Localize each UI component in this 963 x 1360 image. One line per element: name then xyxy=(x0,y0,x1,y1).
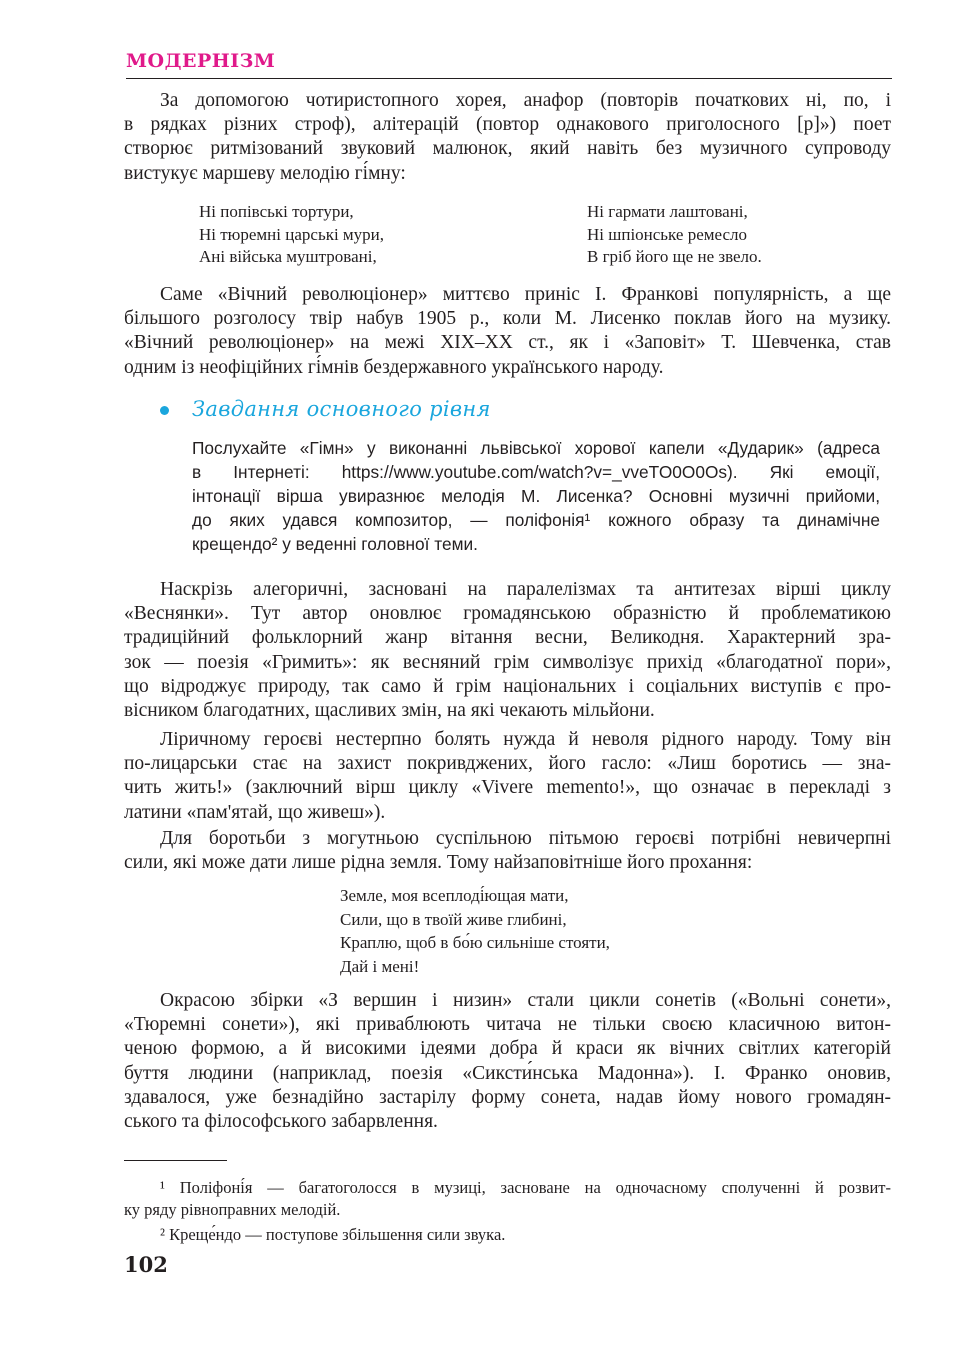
paragraph-3 xyxy=(124,578,891,723)
paragraph-line: Для боротьби з могутньою суспільною пітьмою героєві потрібні невичерпні xyxy=(160,828,891,849)
paragraph-line: ченою формою, а й високими ідеями добра й краси як вічних світлих категорій xyxy=(124,1038,891,1060)
paragraph-line: Наскрізь алегоричні, засновані на паралелізмах та антитезах вірші циклу xyxy=(160,579,891,600)
poem-line: Дай і мені! xyxy=(340,956,420,976)
section-title: МОДЕРНІЗМ xyxy=(126,50,276,72)
page-number: 102 xyxy=(124,1252,168,1277)
footnote-divider xyxy=(124,1160,227,1161)
paragraph-line: по-лицарськи стає на захист покривджених, його гасло: «Лиш боротись — зна- xyxy=(124,753,891,775)
paragraph-line: буття людини (наприклад, поезія «Сиксти́нська Мадонна»). І. Франко оновив, xyxy=(124,1062,891,1084)
poem-stanza-left xyxy=(199,201,384,269)
paragraph-line: чить жить!» (заключний вірш циклу «Vivere memento!», що означає в перекладі з xyxy=(124,777,891,799)
paragraph-line: вистукує маршеву мелодію гі́мну: xyxy=(124,162,406,184)
task-line: Послухайте «Гімн» у виконанні львівської хорової капели «Дударик» (адреса xyxy=(192,438,880,458)
paragraph-line: традиційний фольклорний жанр вітання весни, Великодня. Характерний зра- xyxy=(124,627,891,649)
paragraph-line: в рядках різних строф), алітерацій (повтор однакового приголосного [р]») поет xyxy=(124,114,891,136)
poem-line: Краплю, щоб в бо́ю сильніше стояти, xyxy=(340,933,610,952)
poem-line: В гріб його ще не звело. xyxy=(587,247,762,266)
footnote-2 xyxy=(124,1224,891,1246)
paragraph-line: створює ритмізований звуковий малюнок, який навіть без музичного супроводу xyxy=(124,138,891,160)
paragraph-6 xyxy=(124,989,891,1134)
paragraph-line: ського та філософського забарвлення. xyxy=(124,1111,438,1133)
task-heading: Завдання основного рівня xyxy=(192,397,491,421)
task-line: до яких удався композитор, — поліфонія¹ кожного образу та динамічне xyxy=(192,510,880,530)
paragraph-4 xyxy=(124,728,891,825)
paragraph-line: сили, які може дати лише рідна земля. Тому найзаповітніше його прохання: xyxy=(124,852,753,874)
page-header xyxy=(126,48,892,79)
paragraph-line: здавалося, уже безнадійно застарілу форму сонета, надав йому нового громадян- xyxy=(124,1086,891,1108)
paragraph-line: «Веснянки». Тут автор оновлює громадянською образністю й проблематикою xyxy=(124,603,891,625)
poem-line: Ні гармати лаштовані, xyxy=(587,202,748,221)
paragraph-5 xyxy=(124,827,891,875)
paragraph-2 xyxy=(124,283,891,380)
poem-line: Ні тюремні царські мури, xyxy=(199,224,385,244)
paragraph-1 xyxy=(124,89,891,186)
poem-line: Сили, що в твоїй живе глибині, xyxy=(340,909,567,929)
paragraph-line: Окрасою збірки «З вершин і низин» стали цикли сонетів («Вольні сонети», xyxy=(160,990,891,1011)
footnote-1 xyxy=(124,1177,891,1221)
paragraph-line: Ліричному героєві нестерпно болять нужда й неволя рідного народу. Тому він xyxy=(160,729,891,750)
paragraph-line: вісником благодатних, щасливих змін, на які чекають мільйони. xyxy=(124,700,655,722)
paragraph-line: зок — поезія «Гримить»: як весняний грім символізує прихід «благодатної пори», xyxy=(124,651,891,673)
task-line: інтонації вірша увиразнює мелодія М. Лисенка? Основні музичні прийоми, xyxy=(192,486,880,506)
footnote-line: ку ряду рівноправних мелодій. xyxy=(124,1200,341,1219)
footnote-line: ² Креще́ндо — поступове збільшення сили звука. xyxy=(160,1225,506,1244)
paragraph-line: одним із неофіційних гі́мнів бездержавного українського народу. xyxy=(124,356,664,378)
poem-stanza-right xyxy=(587,201,762,269)
poem-line: Ні шпіонське ремесло xyxy=(587,224,747,244)
paragraph-line: «Тюремні сонети»), які приваблюють читача не тільки своєю класичною витон- xyxy=(124,1014,891,1036)
paragraph-line: За допомогою чотиристопного хорея, анафор (повторів початкових ні, по, і xyxy=(160,90,891,111)
footnote-line: ¹ Поліфоні́я — багатоголосся в музиці, засноване на одночасному сполученні й розвит- xyxy=(160,1178,891,1197)
poem-quote xyxy=(340,884,610,978)
paragraph-line: більшого розголосу твір набув 1905 р., коли М. Лисенко поклав його на музику. xyxy=(124,308,891,330)
task-text xyxy=(192,436,880,556)
paragraph-line: що відроджує природу, так само й грім національних і соціальних виступів є про- xyxy=(124,675,891,697)
paragraph-line: латини «пам'ятай, що живеш»). xyxy=(124,801,386,823)
task-line: в Інтернеті: https://www.youtube.com/watch?v=_vveTO0O0Os). Які емоції, xyxy=(192,462,880,482)
paragraph-line: Саме «Вічний революціонер» миттєво приніс І. Франкові популярність, а ще xyxy=(160,284,891,305)
poem-line: Земле, моя всеплоді́ющая мати, xyxy=(340,886,569,905)
poem-line: Ні попівські тортури, xyxy=(199,202,354,221)
task-line: крещендо² у веденні головної теми. xyxy=(192,534,478,554)
bullet-icon xyxy=(160,406,169,415)
paragraph-line: «Вічний революціонер» на межі XIX–XX ст., як і «Заповіт» Т. Шевченка, став xyxy=(124,332,891,354)
poem-line: Ані війська муштровані, xyxy=(199,247,377,266)
